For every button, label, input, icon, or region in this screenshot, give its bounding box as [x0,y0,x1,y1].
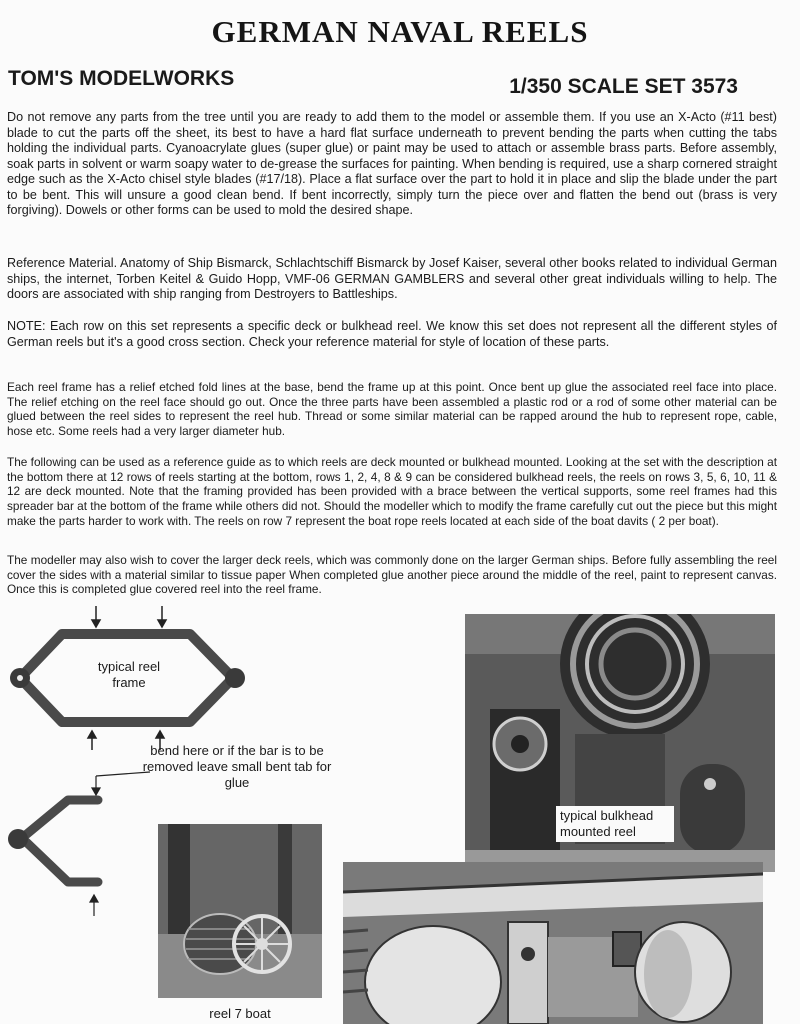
scale-set-label: 1/350 SCALE SET 3573 [509,75,738,98]
brand-name: TOM'S MODELWORKS [8,67,235,90]
page-title: GERMAN NAVAL REELS [211,14,589,49]
boat-reel-photo [158,824,322,998]
assembly-paragraph: Each reel frame has a relief etched fold lines at the base, bend the frame up at this point. Once bent up glue the associated reel face into place. The relief etching on the reel face should go out. Once the three parts have been assembled a plastic rod or a rod of some other material can be glued between the reel sides to represent the reel hub. Thread or some similar material can be rapped around the hub to represent rope, cable, hose etc. Some reels had a very larger diameter hub. [7,380,777,439]
covering-paragraph: The modeller may also wish to cover the larger deck reels, which was commonly done on the larger German ships. Before fully assembling the reel cover the sides with a material similar to tissue paper When completed glue another piece around the middle of the reel, paint to represent canvas. Once this is completed glue covered reel into the reel frame. [7,553,777,597]
mounting-guide-paragraph: The following can be used as a reference guide as to which reels are deck mounted or bulkhead mounted. Looking at the set with the description at the bottom there at 12 rows of reels starting at the bottom, rows 1, 2, 4, 8 & 9 can be considered bulkhead reels, the reels on rows 3, 5, 6, 10, 11 & 12 are deck mounted. Note that the framing provided has been provided with a brace between the vertical supports, some reel frames had this spreader bar at the bottom of the frame while others did not. Should the modeller which to modify the frame carefully cut out the piece but this might make the parts harder to work with. The reels on row 7 represent the boat rope reels located at each side of the boat davits ( 2 per boat). [7,455,777,528]
bend-instruction-label: bend here or if the bar is to be removed leave small bent tab for glue [142,743,332,790]
reference-material-paragraph: Reference Material. Anatomy of Ship Bismarck, Schlachtschiff Bismarck by Josef Kaiser, several other books related to individual German ships, the internet, Torben Keitel & Guido Hopp, VMF-06 GERMAN GAMBLERS and several other great individuals willing to help. The doors are associated with ship ranging from Destroyers to Battleships. [7,256,777,301]
instructions-paragraph: Do not remove any parts from the tree until you are ready to add them to the model or assemble them. If you use an X-Acto (#11 best) blade to cut the parts off the sheet, its best to have a hard flat surface underneath to prevent bending the parts when cutting the tabs holding the individual parts. Cyanoacrylate glues (super glue) or paint may be used to attach or assemble brass parts. Before assembly, soak parts in solvent or warm soapy water to de-grease the surfaces for painting. When bending is required, use a sharp cornered straight edge such as the X-Acto chisel style blades (#17/18). Place a flat surface over the part to hold it in place and slip the blade under the part to be bent. This will unsure a good clean bend. If bent incorrectly, simply turn the piece over and flatten the bend out (brass is very forgiving). Dowels or other forms can be used to mold the desired shape. [7,110,777,217]
frame-hub-right [225,668,245,688]
note-paragraph: NOTE: Each row on this set represents a specific deck or bulkhead reel. We know this set does not represent all the different styles of German reels but it's a good cross section. Check your reference material for style of location of these parts. [7,319,777,349]
boat-photo-caption: reel 7 boat [209,1006,271,1021]
deck-reel-photo [343,862,763,1024]
frame-label: typical reel frame [97,659,161,690]
bulkhead-photo-caption: typical bulkhead mounted reel [556,806,674,842]
bent-frame-drawing [22,800,98,882]
